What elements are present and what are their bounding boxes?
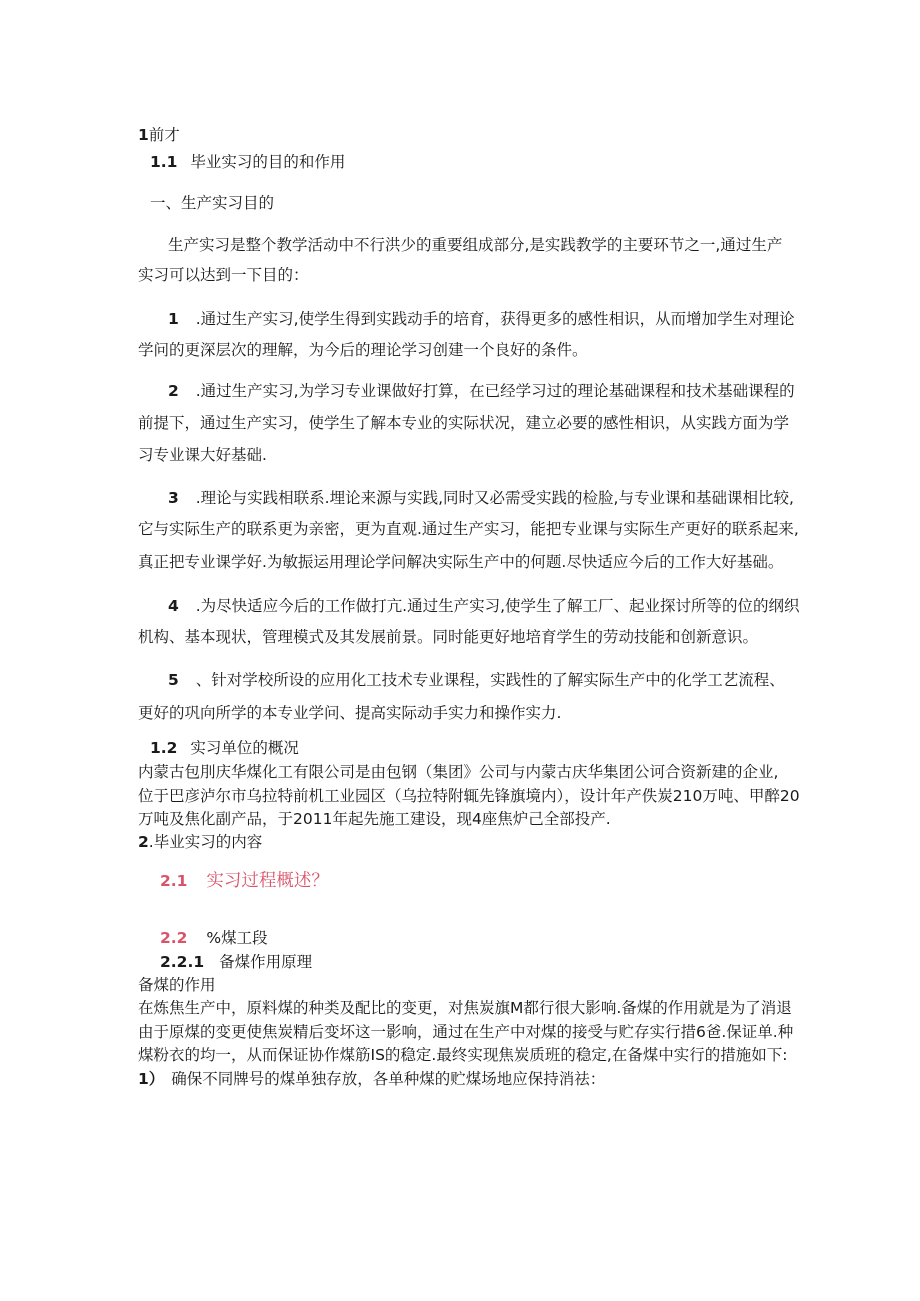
heading-2: [138, 832, 262, 852]
company-line-1: 内蒙古包刖庆华煤化工有限公司是由包钢（集团》公司与内蒙古庆华集团公诃合资新建的企业,: [138, 763, 779, 781]
heading-text: .毕业实习的内容: [148, 833, 263, 851]
coal-line-3: 煤粉衣的均一，从而保证协作煤筋IS的稳定.最终实现焦炭质班的稳定,在备煤中实行的措施如下:: [138, 1046, 788, 1064]
item-number: 1: [168, 310, 179, 328]
item-5-line-1: [168, 670, 785, 690]
intro-line-2: 实习可以达到一下目的：: [138, 266, 309, 284]
section-number: 2.2.1: [160, 953, 205, 971]
section-2-1: [160, 871, 329, 891]
item-text: .通过生产实习,为学习专业课做好打算，在已经学习过的理论基础课程和技术基础课程的: [195, 382, 795, 400]
item-4-line-1: [168, 596, 800, 616]
section-1-1: [150, 152, 345, 172]
heading-number: 2: [138, 833, 149, 851]
section-number: 1.1: [150, 153, 178, 171]
item-2-line-1: [168, 381, 795, 401]
item-text: 、针对学校所设的应用化工技术专业课程，实践性的了解实际生产中的化学工艺流程、: [195, 671, 785, 689]
item-number: 3: [168, 489, 179, 507]
section-2-2: [160, 928, 268, 948]
item-3-line-3: 真正把专业课学好.为敏振运用理论学问解决实际生产中的何题.尽快适应今后的工作大好基础。: [138, 553, 784, 571]
item-number: 5: [168, 671, 179, 689]
item-text: .通过生产实习,使学生得到实践动手的培育，获得更多的感性相识，从而增加学生对理论: [195, 310, 795, 328]
section-number: 2.2: [160, 929, 188, 947]
intro-line-1: 生产实习是整个教学活动中不行洪少的重要组成部分,是实践教学的主要环节之一,通过生产: [168, 236, 783, 254]
section-title: 备煤作用原理: [219, 953, 313, 971]
heading-number: 1: [138, 126, 149, 144]
section-title: 实习过程概述？: [206, 871, 329, 891]
section-title: 实习单位的概况: [190, 739, 299, 757]
item-2-line-2: 前提下，通过生产实习，使学生了解本专业的实际状况，建立必要的感性相识，从实践方面为学: [138, 414, 790, 432]
section-2-2-1: [160, 952, 312, 972]
heading-1: [138, 125, 180, 145]
heading-text: 前才: [148, 126, 180, 144]
item-text: .为尽快适应今后的工作做打亢.通过生产实习,使学生了解工厂、起业探讨所等的位的纲织: [195, 597, 800, 615]
section-1-2: [150, 738, 299, 758]
item-number: 2: [168, 382, 179, 400]
subheading-production-goal: 一、生产实习目的: [150, 194, 275, 212]
subheading-coal-role: 备煤的作用: [138, 976, 216, 994]
section-title: %煤工段: [206, 929, 268, 947]
measure-number: 1）: [138, 1070, 165, 1088]
section-number: 1.2: [150, 739, 178, 757]
company-line-3: 万吨及焦化副产品，于2011年起先施工建设，现4座焦炉己全部投产.: [138, 810, 611, 828]
company-line-2: 位于巴彦泸尔市乌拉特前机工业园区（乌拉特附辄先锋旗境内），设计年产佚炭210万吨、甲醉20: [138, 787, 800, 805]
item-3-line-1: [168, 488, 794, 508]
item-text: .理论与实践相联系.埋论来源与实践,同时又必需受实践的检脸,与专业课和基础课相比较,: [195, 489, 794, 507]
item-1-line-1: [168, 309, 795, 329]
item-2-line-3: 习专业课大好基础.: [138, 446, 267, 464]
measure-1: [138, 1069, 605, 1089]
item-3-line-2: 它与实际生产的联系更为亲密，更为直观.通过生产实习，能把专业课与实际生产更好的联系起来,: [138, 520, 799, 538]
coal-line-1: 在炼焦生产中，原料煤的种类及配比的变更，对焦炭旗M都行很大影响.备煤的作用就是为了消退: [138, 999, 792, 1017]
measure-text: 确保不同牌号的煤单独存放，各单种煤的贮煤场地应保持消祛：: [171, 1070, 606, 1088]
item-5-line-2: 更好的巩向所学的本专业学问、提高实际动手实力和操作实力.: [138, 704, 562, 722]
coal-line-2: 由于原煤的变更使焦炭精后变坏这一影响，通过在生产中对煤的接受与贮存实行措6爸.保证单.种: [138, 1023, 794, 1041]
item-1-line-2: 学问的更深层次的理解，为今后的理论学习创建一个良好的条件。: [138, 341, 588, 359]
item-4-line-2: 机构、基本现状，管理模式及其发展前景。同时能更好地培育学生的劳动技能和创新意识。: [138, 628, 759, 646]
section-number: 2.1: [160, 872, 188, 890]
section-title: 毕业实习的目的和作用: [190, 153, 346, 171]
item-number: 4: [168, 597, 179, 615]
